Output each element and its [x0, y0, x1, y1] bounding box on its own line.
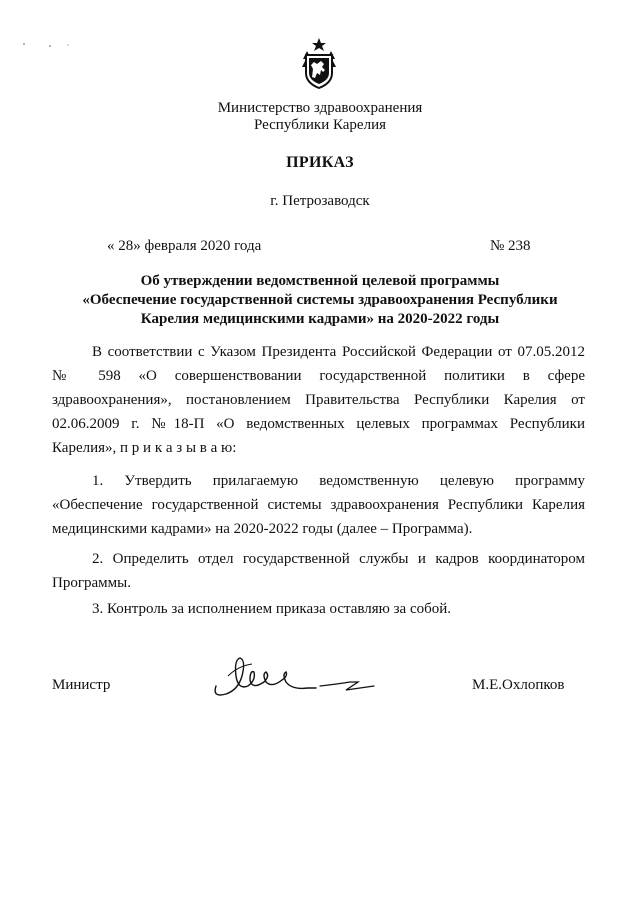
order-number: № 238: [490, 238, 531, 254]
subject-line-2: «Обеспечение государственной системы здравоохранения Республики: [82, 292, 558, 308]
issue-date: « 28» февраля 2020 года: [107, 238, 262, 254]
document-type-title: ПРИКАЗ: [286, 154, 354, 171]
legal-basis-paragraph: В соответствии с Указом Президента Российской Федерации от 07.05.2012 № 598 «О совершенствовании государственной политики в сфере здравоохранения», постановлением Правительства Республики Карелия от 02.06.2009 г. №18-П «О ведомственных целевых программах Республики Карелия», п р и к а з ы в а ю:: [52, 344, 585, 456]
order-item-2: 2. Определить отдел государственной службы и кадров координатором Программы.: [52, 551, 585, 591]
ministry-line-1: Министерство здравоохранения: [217, 100, 423, 116]
subject-line-1: Об утверждении ведомственной целевой программы: [140, 273, 500, 289]
ministry-name: [0, 100, 640, 134]
order-subject: [0, 272, 640, 329]
order-item-3: 3. Контроль за исполнением приказа оставляю за собой.: [92, 601, 452, 617]
ministry-line-2: Республики Карелия: [253, 117, 387, 133]
subject-line-3: Карелия медицинскими кадрами» на 2020-2022 годы: [140, 311, 500, 327]
handwritten-signature: [208, 646, 378, 702]
signatory-name: М.Е.Охлопков: [472, 677, 565, 693]
issue-city: г. Петрозаводск: [270, 193, 370, 209]
coat-of-arms-icon: [299, 37, 339, 89]
scan-specks: [20, 40, 80, 50]
signatory-role: Министр: [52, 677, 111, 693]
order-item-1: 1. Утвердить прилагаемую ведомственную целевую программу «Обеспечение государственной системы здравоохранения Республики Карелия медицинскими кадрами» на 2020-2022 годы (далее – Программа).: [52, 473, 585, 537]
